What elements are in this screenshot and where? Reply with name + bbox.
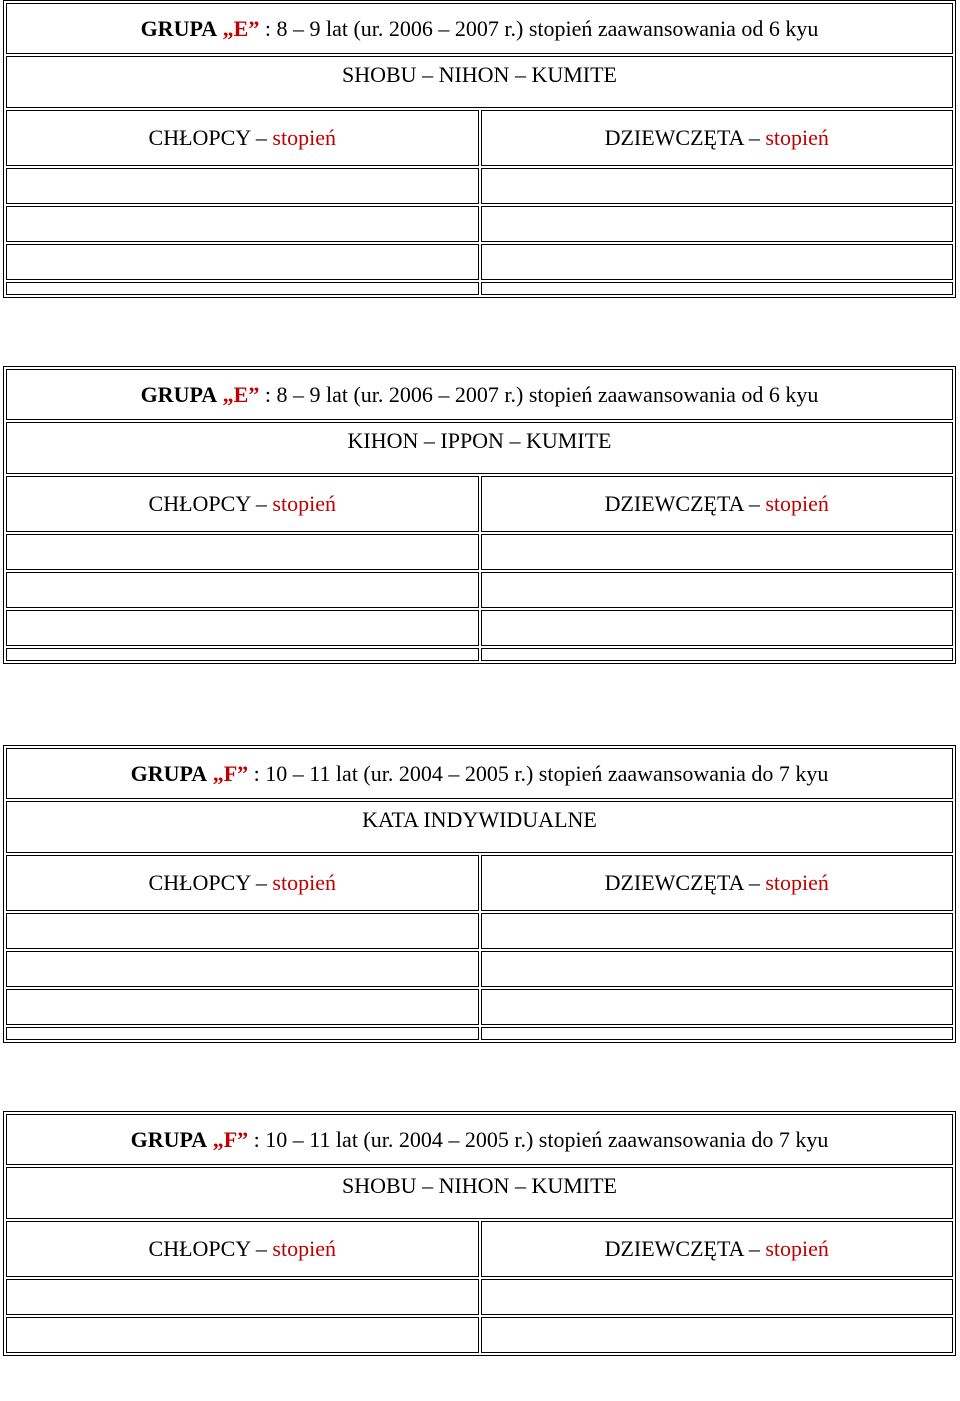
girls-label: DZIEWCZĘTA – [604,870,760,895]
boys-entry-cell[interactable] [6,1027,479,1040]
boys-label: CHŁOPCY – [148,125,267,150]
girls-entry-cell[interactable] [481,610,954,646]
boys-label: CHŁOPCY – [148,870,267,895]
discipline-text: SHOBU – NIHON – KUMITE [342,62,617,87]
boys-degree: stopień [272,491,336,516]
girls-label: DZIEWCZĘTA – [604,125,760,150]
boys-degree: stopień [272,870,336,895]
discipline-title [6,56,953,108]
girls-degree: stopień [765,1236,829,1261]
girls-entry-cell[interactable] [481,244,954,280]
discipline-text: KIHON – IPPON – KUMITE [347,428,612,453]
boys-label: CHŁOPCY – [148,1236,267,1261]
boys-entry-cell[interactable] [6,913,479,949]
section-grupa-e-shobu [3,0,956,298]
age-text: : 10 – 11 lat (ur. 2004 – 2005 r.) stopień zaawansowania do 7 kyu [253,1126,829,1152]
girls-entry-cell[interactable] [481,913,954,949]
entry-table [3,366,956,664]
girls-label: DZIEWCZĘTA – [604,1236,760,1261]
section-grupa-e-kihon [3,366,956,664]
girls-entry-cell[interactable] [481,168,954,204]
boys-header [6,110,479,166]
grupa-letter: „E” [222,15,260,41]
entry-table [3,745,956,1043]
age-text: : 8 – 9 lat (ur. 2006 – 2007 r.) stopień zaawansowania od 6 kyu [264,381,819,407]
discipline-title [6,801,953,853]
grupa-label: GRUPA [140,15,218,41]
boys-entry-cell[interactable] [6,989,479,1025]
age-text: : 10 – 11 lat (ur. 2004 – 2005 r.) stopień zaawansowania do 7 kyu [253,760,829,786]
girls-entry-cell[interactable] [481,282,954,295]
grupa-letter: „F” [212,760,249,786]
grupa-letter: „F” [212,1126,249,1152]
girls-entry-cell[interactable] [481,951,954,987]
girls-entry-cell[interactable] [481,1279,954,1315]
boys-entry-cell[interactable] [6,206,479,242]
grupa-label: GRUPA [130,760,208,786]
girls-entry-cell[interactable] [481,1317,954,1353]
boys-entry-cell[interactable] [6,1279,479,1315]
grupa-letter: „E” [222,381,260,407]
boys-entry-cell[interactable] [6,534,479,570]
discipline-text: KATA INDYWIDUALNE [362,807,597,832]
girls-entry-cell[interactable] [481,648,954,661]
boys-header [6,1221,479,1277]
girls-header [481,476,954,532]
entry-table [3,1111,956,1356]
girls-degree: stopień [765,870,829,895]
girls-entry-cell[interactable] [481,1027,954,1040]
girls-header [481,110,954,166]
boys-entry-cell[interactable] [6,168,479,204]
group-header [6,369,953,420]
section-grupa-f-shobu [3,1111,956,1356]
boys-degree: stopień [272,1236,336,1261]
discipline-title [6,1167,953,1219]
boys-label: CHŁOPCY – [148,491,267,516]
girls-entry-cell[interactable] [481,572,954,608]
boys-entry-cell[interactable] [6,951,479,987]
group-header [6,748,953,799]
girls-entry-cell[interactable] [481,989,954,1025]
grupa-label: GRUPA [140,381,218,407]
girls-label: DZIEWCZĘTA – [604,491,760,516]
group-header [6,3,953,54]
boys-degree: stopień [272,125,336,150]
boys-entry-cell[interactable] [6,648,479,661]
boys-entry-cell[interactable] [6,610,479,646]
boys-header [6,476,479,532]
group-header [6,1114,953,1165]
entry-table [3,0,956,298]
boys-entry-cell[interactable] [6,282,479,295]
girls-header [481,855,954,911]
discipline-title [6,422,953,474]
boys-entry-cell[interactable] [6,572,479,608]
discipline-text: SHOBU – NIHON – KUMITE [342,1173,617,1198]
boys-header [6,855,479,911]
boys-entry-cell[interactable] [6,1317,479,1353]
girls-entry-cell[interactable] [481,534,954,570]
girls-entry-cell[interactable] [481,206,954,242]
grupa-label: GRUPA [130,1126,208,1152]
girls-degree: stopień [765,125,829,150]
age-text: : 8 – 9 lat (ur. 2006 – 2007 r.) stopień zaawansowania od 6 kyu [264,15,819,41]
section-grupa-f-kata [3,745,956,1043]
boys-entry-cell[interactable] [6,244,479,280]
girls-degree: stopień [765,491,829,516]
girls-header [481,1221,954,1277]
